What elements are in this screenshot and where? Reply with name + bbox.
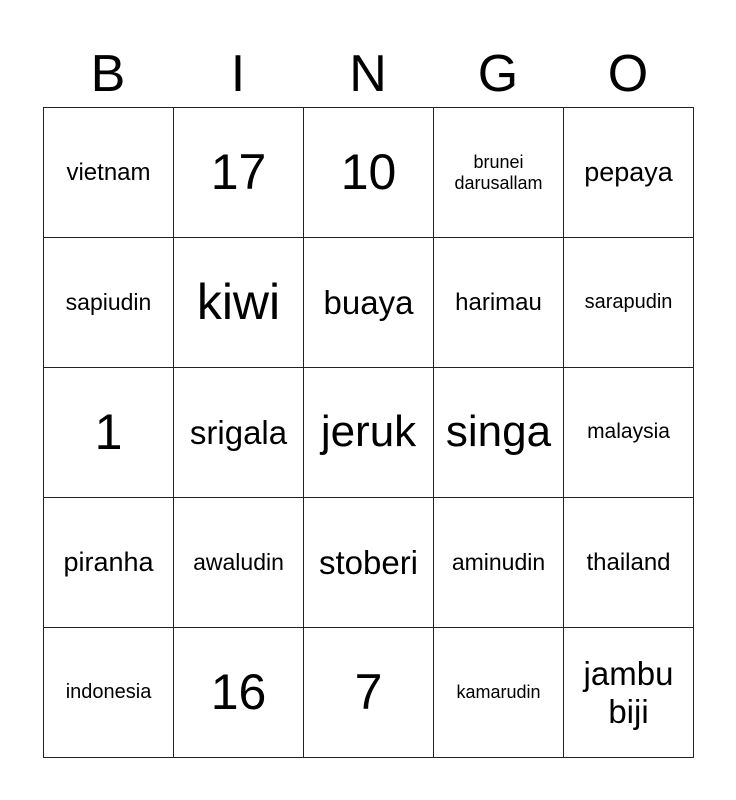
bingo-cell: 1 <box>44 368 174 498</box>
bingo-header <box>43 40 693 108</box>
bingo-cell: piranha <box>44 498 174 628</box>
bingo-cell: jeruk <box>304 368 434 498</box>
bingo-cell: indonesia <box>44 628 174 758</box>
bingo-cell: vietnam <box>44 108 174 238</box>
header-letter-b: B <box>90 45 126 103</box>
bingo-cell: singa <box>434 368 564 498</box>
bingo-cell: stoberi <box>304 498 434 628</box>
bingo-cell: 16 <box>174 628 304 758</box>
bingo-cell: sarapudin <box>564 238 694 368</box>
bingo-cell: 17 <box>174 108 304 238</box>
bingo-card-grid <box>43 107 694 758</box>
bingo-cell: pepaya <box>564 108 694 238</box>
bingo-cell: awaludin <box>174 498 304 628</box>
header-letter-n: N <box>349 45 387 103</box>
header-letter-g: G <box>477 45 519 103</box>
bingo-cell: kiwi <box>174 238 304 368</box>
bingo-cell: kamarudin <box>434 628 564 758</box>
bingo-cell: 7 <box>304 628 434 758</box>
header-letter-o: O <box>607 45 649 103</box>
bingo-cell: srigala <box>174 368 304 498</box>
bingo-cell: sapiudin <box>44 238 174 368</box>
bingo-cell: aminudin <box>434 498 564 628</box>
bingo-cell: harimau <box>434 238 564 368</box>
bingo-cell: jambu biji <box>564 628 694 758</box>
bingo-cell: thailand <box>564 498 694 628</box>
bingo-cell: 10 <box>304 108 434 238</box>
bingo-cell: malaysia <box>564 368 694 498</box>
bingo-cell: brunei darusallam <box>434 108 564 238</box>
header-letter-i: I <box>230 45 246 103</box>
bingo-cell: buaya <box>304 238 434 368</box>
